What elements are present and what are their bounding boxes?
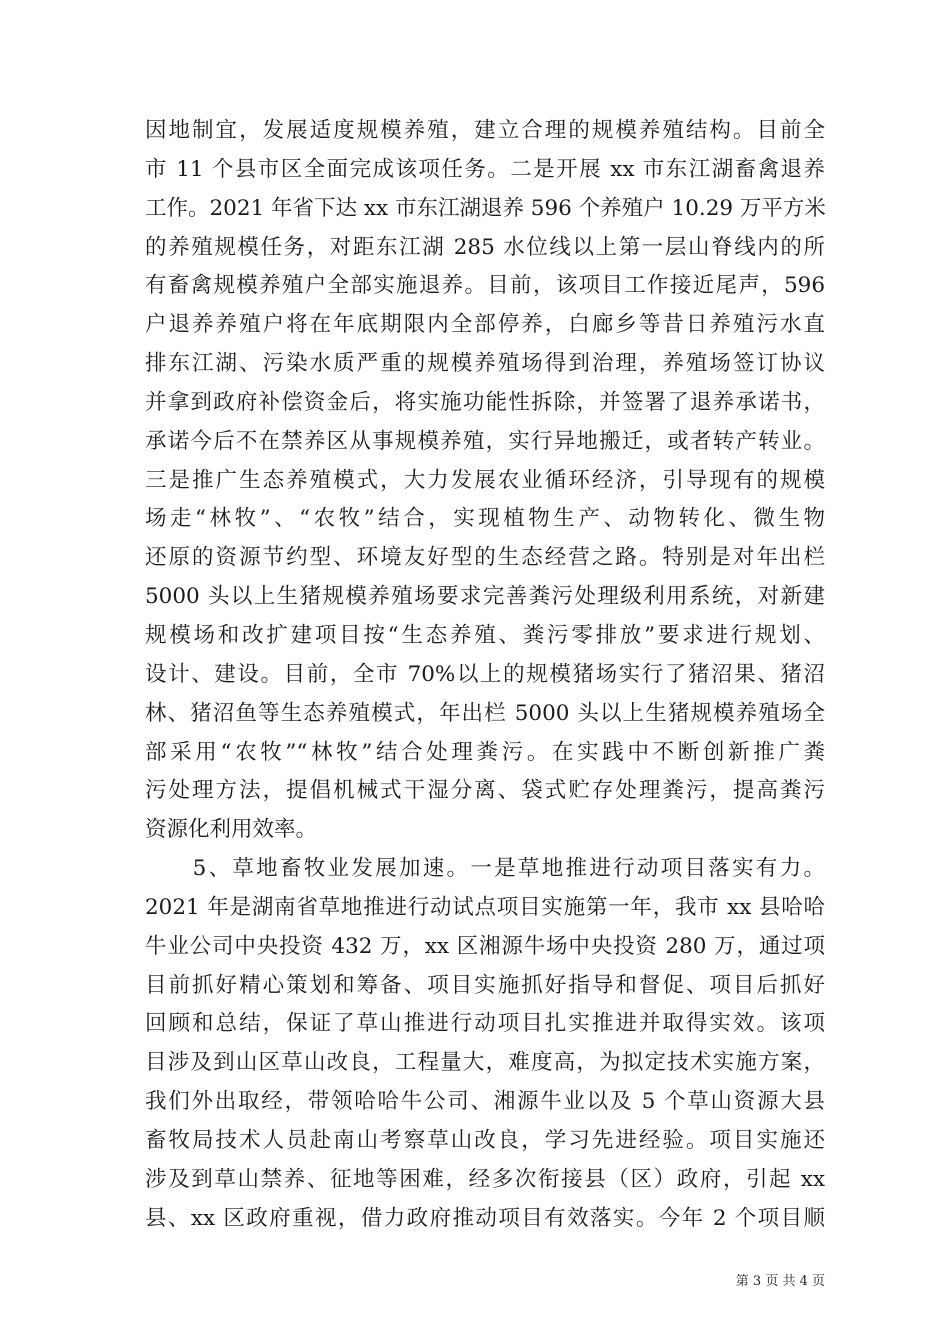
text-line: 涉及到草山禁养、征地等困难，经多次衔接县（区）政府，引起 xx [145,1166,825,1192]
text-line: 2021 年是湖南省草地推进行动试点项目实施第一年，我市 xx 县哈哈 [145,894,825,920]
text-line: 畜牧局技术人员赴南山考察草山改良，学习先进经验。项目实施还 [145,1127,825,1153]
text-line: 我们外出取经，带领哈哈牛公司、湘源牛业以及 5 个草山资源大县 [145,1089,825,1115]
text-line: 有畜禽规模养殖户全部实施退养。目前，该项目工作接近尾声，596 [145,273,825,299]
text-line: 场走“林牧”、“农牧”结合，实现植物生产、动物转化、微生物 [145,506,825,532]
text-line: 三是推广生态养殖模式，大力发展农业循环经济，引导现有的规模 [145,467,825,493]
body-text [145,112,825,1238]
text-line: 排东江湖、污染水质严重的规模养殖场得到治理，养殖场签订协议 [145,351,825,377]
text-line: 还原的资源节约型、环境友好型的生态经营之路。特别是对年出栏 [145,545,825,571]
text-line: 目前抓好精心策划和筹备、项目实施抓好指导和督促、项目后抓好 [145,972,825,998]
text-line: 市 11 个县市区全面完成该项任务。二是开展 xx 市东江湖畜禽退养 [145,156,825,182]
text-line: 工作。2021 年省下达 xx 市东江湖退养 596 个养殖户 10.29 万平方米 [145,195,826,221]
text-line: 规模场和改扩建项目按“生态养殖、粪污零排放”要求进行规划、 [145,622,825,648]
text-line: 5、草地畜牧业发展加速。一是草地推进行动项目落实有力。 [145,856,825,882]
text-line: 县、xx 区政府重视，借力政府推动项目有效落实。今年 2 个项目顺 [145,1205,825,1231]
page-number: 第 3 页 共 4 页 [735,1274,825,1289]
text-line: 部采用“农牧”“林牧”结合处理粪污。在实践中不断创新推广粪 [145,739,825,765]
text-line: 的养殖规模任务，对距东江湖 285 水位线以上第一层山脊线内的所 [145,234,825,260]
text-line: 并拿到政府补偿资金后，将实施功能性拆除，并签署了退养承诺书， [145,389,825,415]
text-line: 户退养养殖户将在年底期限内全部停养，白廊乡等昔日养殖污水直 [145,312,825,338]
text-line: 回顾和总结，保证了草山推进行动项目扎实推进并取得实效。该项 [145,1011,825,1037]
text-line: 牛业公司中央投资 432 万，xx 区湘源牛场中央投资 280 万，通过项 [145,933,825,959]
text-line: 设计、建设。目前，全市 70%以上的规模猪场实行了猪沼果、猪沼 [145,661,825,687]
text-line: 林、猪沼鱼等生态养殖模式，年出栏 5000 头以上生猪规模养殖场全 [145,700,825,726]
text-line: 5000 头以上生猪规模养殖场要求完善粪污处理级利用系统，对新建 [145,584,825,610]
text-line: 目涉及到山区草山改良，工程量大，难度高，为拟定技术实施方案， [145,1050,825,1076]
text-line: 承诺今后不在禁养区从事规模养殖，实行异地搬迁，或者转产转业。 [145,428,825,454]
text-line: 污处理方法，提倡机械式干湿分离、袋式贮存处理粪污，提高粪污 [145,778,825,804]
text-line: 资源化利用效率。 [145,817,318,843]
text-line: 因地制宜，发展适度规模养殖，建立合理的规模养殖结构。目前全 [145,118,825,143]
